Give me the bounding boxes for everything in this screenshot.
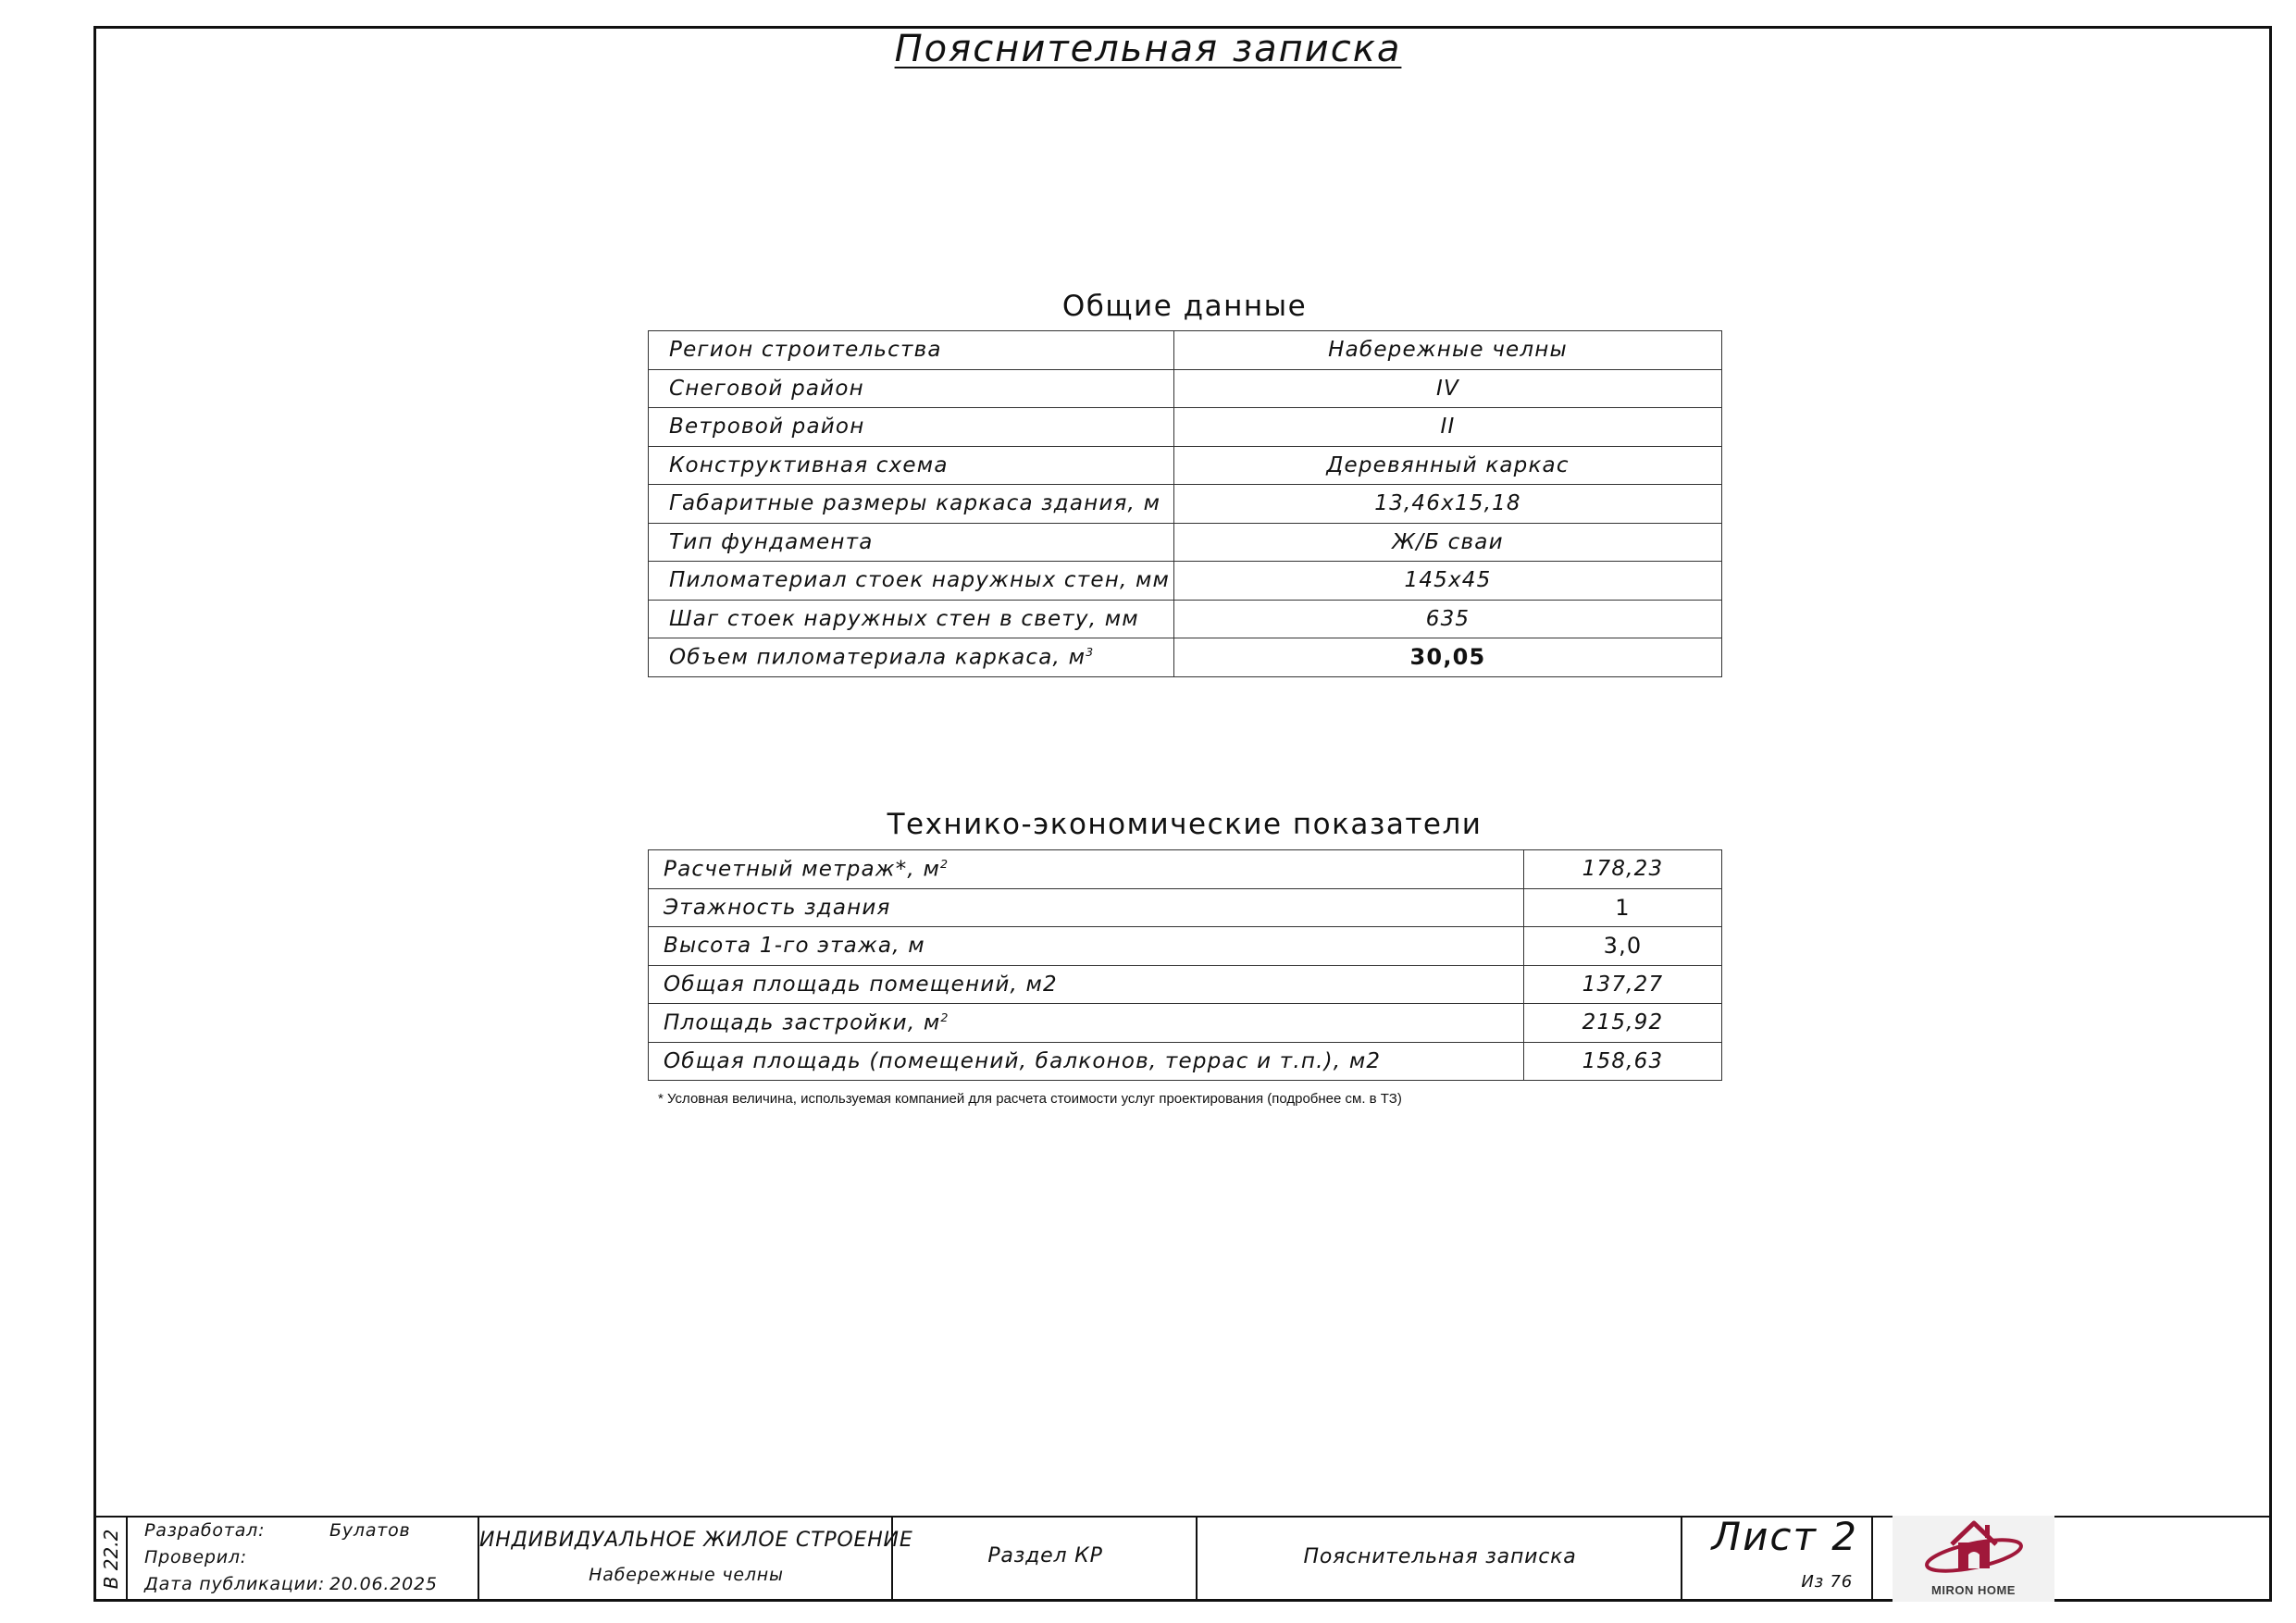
- row-value: 3,0: [1524, 927, 1722, 966]
- row-label: Тип фундамента: [649, 523, 1174, 562]
- sheet-cell: [1682, 1516, 1873, 1602]
- row-value: 137,27: [1524, 965, 1722, 1004]
- general-data-table: [648, 330, 1722, 677]
- row-label: Площадь застройки, $м^2$: [649, 1004, 1524, 1043]
- row-value: 30,05: [1174, 638, 1722, 677]
- row-label: Ветровой район: [649, 408, 1174, 447]
- authors-cell: [128, 1516, 479, 1602]
- tech-indicators-table: [648, 849, 1722, 1081]
- row-value: Набережные челны: [1174, 331, 1722, 370]
- row-value: 13,46x15,18: [1174, 485, 1722, 524]
- row-label: Пиломатериал стоек наружных стен, мм: [649, 562, 1174, 601]
- table-row: [649, 446, 1722, 485]
- project-title: ИНДИВИДУАЛЬНОЕ ЖИЛОЕ СТРОЕНИЕ: [479, 1529, 913, 1552]
- row-value: 635: [1174, 600, 1722, 638]
- company-logo: [1893, 1516, 2054, 1602]
- row-label: Конструктивная схема: [649, 446, 1174, 485]
- row-label: Объем пиломатериала каркаса, $м^3$: [649, 638, 1174, 677]
- house-logo-icon: [1893, 1516, 2054, 1585]
- doc-name-cell: [1198, 1516, 1682, 1602]
- footnote: * Условная величина, используемая компанией для расчета стоимости услуг проектирования (подробнее см. в ТЗ): [658, 1091, 1402, 1107]
- sheet-total: Из 76: [1801, 1572, 1853, 1592]
- table-row: [649, 638, 1722, 677]
- row-label: Шаг стоек наружных стен в свету, мм: [649, 600, 1174, 638]
- developed-value: Булатов: [329, 1520, 411, 1541]
- row-label: Расчетный метраж*, $м^2$: [649, 850, 1524, 889]
- page-title-text: Пояснительная записка: [894, 28, 1402, 70]
- row-value: 215,92: [1524, 1004, 1722, 1043]
- table-row: [649, 1004, 1722, 1043]
- row-label: Высота 1-го этажа, м: [649, 927, 1524, 966]
- project-cell: [479, 1516, 913, 1602]
- version-cell: [93, 1516, 128, 1602]
- row-label: Общая площадь (помещений, балконов, террас и т.п.), м2: [649, 1042, 1524, 1081]
- row-label: Регион строительства: [649, 331, 1174, 370]
- tech-indicators-heading: Технико-экономические показатели: [887, 808, 1483, 841]
- table-row: [649, 850, 1722, 889]
- developed-label: Разработал:: [144, 1520, 266, 1541]
- table-row: [649, 562, 1722, 601]
- row-value: 1: [1524, 888, 1722, 927]
- row-value: 158,63: [1524, 1042, 1722, 1081]
- row-label: Снеговой район: [649, 369, 1174, 408]
- row-label: Общая площадь помещений, м2: [649, 965, 1524, 1004]
- table-row: [649, 965, 1722, 1004]
- project-location: Набережные челны: [589, 1565, 784, 1585]
- logo-text: MIRON HOME: [1931, 1583, 2016, 1597]
- table-row: [649, 408, 1722, 447]
- version-label: В 22.2: [100, 1529, 122, 1589]
- table-row: [649, 1042, 1722, 1081]
- page-title: [0, 28, 2296, 70]
- row-value: 145x45: [1174, 562, 1722, 601]
- row-value: Ж/Б сваи: [1174, 523, 1722, 562]
- table-row: [649, 600, 1722, 638]
- published-label: Дата публикации:: [144, 1574, 326, 1594]
- general-data-heading: Общие данные: [1061, 290, 1308, 323]
- row-value: Деревянный каркас: [1174, 446, 1722, 485]
- section-cell: [893, 1516, 1198, 1602]
- sheet-number: Лист 2: [1711, 1514, 1858, 1559]
- checked-label: Проверил:: [144, 1547, 248, 1567]
- row-value: II: [1174, 408, 1722, 447]
- row-label: Габаритные размеры каркаса здания, м: [649, 485, 1174, 524]
- table-row: [649, 888, 1722, 927]
- row-value: 178,23: [1524, 850, 1722, 889]
- table-row: [649, 369, 1722, 408]
- table-row: [649, 523, 1722, 562]
- section-label: Раздел КР: [987, 1544, 1103, 1567]
- row-value: IV: [1174, 369, 1722, 408]
- published-value: 20.06.2025: [329, 1574, 438, 1594]
- row-label: Этажность здания: [649, 888, 1524, 927]
- table-row: [649, 485, 1722, 524]
- table-row: [649, 331, 1722, 370]
- doc-name: Пояснительная записка: [1303, 1545, 1577, 1568]
- table-row: [649, 927, 1722, 966]
